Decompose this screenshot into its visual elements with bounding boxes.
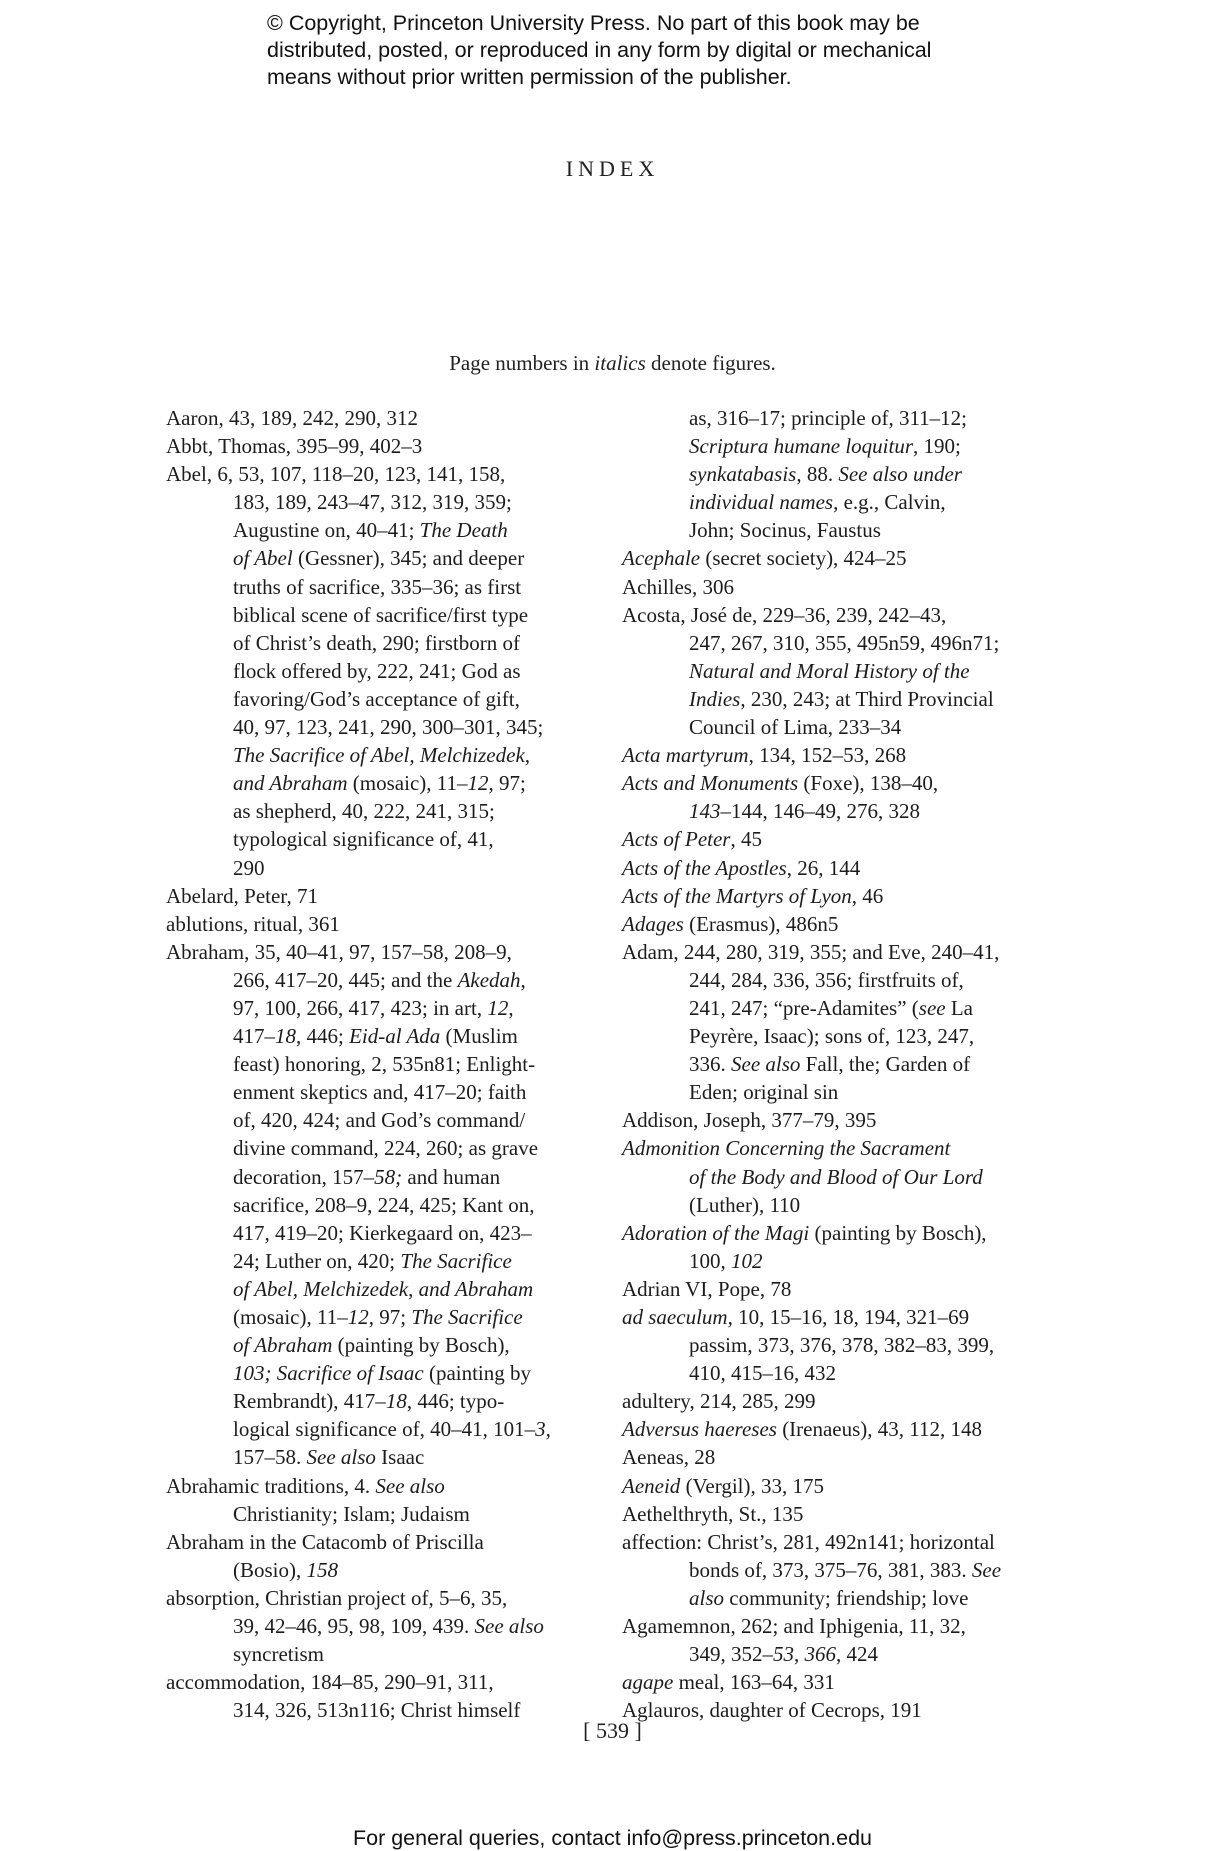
index-entry: Aeneid (Vergil), 33, 175 — [622, 1473, 824, 1498]
index-entry-continuation: enment skeptics and, 417–20; faith — [233, 1080, 527, 1105]
index-entry: Abraham, 35, 40–41, 97, 157–58, 208–9, — [166, 939, 512, 964]
index-entry-continuation: Natural and Moral History of the — [689, 658, 970, 683]
index-entry-continuation: Scriptura humane loquitur, 190; — [689, 434, 961, 459]
index-entry-continuation: Augustine on, 40–41; The Death — [233, 518, 508, 543]
index-entry-continuation: 290 — [233, 855, 265, 880]
index-entry-continuation: as, 316–17; principle of, 311–12; — [689, 406, 968, 430]
index-entry-continuation: John; Socinus, Faustus — [689, 518, 881, 543]
index-entry: Addison, Joseph, 377–79, 395 — [622, 1108, 877, 1133]
index-entry-continuation: 183, 189, 243–47, 312, 319, 359; — [233, 490, 512, 515]
index-entry: Abel, 6, 53, 107, 118–20, 123, 141, 158, — [166, 462, 506, 487]
index-entry-continuation: 157–58. See also Isaac — [233, 1445, 425, 1470]
index-entry: Adam, 244, 280, 319, 355; and Eve, 240–41, — [622, 939, 1000, 964]
index-entry-continuation: 314, 326, 513n116; Christ himself — [233, 1698, 521, 1723]
index-entry: Acta martyrum, 134, 152–53, 268 — [622, 743, 907, 768]
index-entry-continuation: flock offered by, 222, 241; God as — [233, 658, 521, 683]
index-entry-continuation: 103; Sacrifice of Isaac (painting by — [233, 1361, 532, 1386]
index-entry-continuation: and Abraham (mosaic), 11–12, 97; — [233, 771, 526, 796]
index-entry-continuation: (Luther), 110 — [689, 1192, 801, 1217]
index-column-right — [622, 404, 1042, 1724]
index-entry-continuation: Christianity; Islam; Judaism — [233, 1501, 470, 1526]
index-entry-continuation: passim, 373, 376, 378, 382–83, 399, — [689, 1333, 995, 1358]
index-entry-continuation: divine command, 224, 260; as grave — [233, 1136, 539, 1161]
index-entry: Adrian VI, Pope, 78 — [622, 1276, 792, 1301]
index-entry-continuation: of, 420, 424; and God’s command/ — [233, 1108, 526, 1133]
page-number: [ 539 ] — [583, 1718, 642, 1743]
index-entry-continuation: 100, 102 — [689, 1248, 763, 1273]
index-entry: Acephale (secret society), 424–25 — [622, 546, 907, 571]
index-entry-continuation: Rembrandt), 417–18, 446; typo- — [233, 1389, 505, 1414]
index-entry: Acts of the Martyrs of Lyon, 46 — [622, 883, 884, 908]
index-column-left — [166, 404, 596, 1724]
index-entry: Achilles, 306 — [622, 574, 734, 599]
index-entry-continuation: (mosaic), 11–12, 97; The Sacrifice — [233, 1305, 523, 1329]
index-entry: Adages (Erasmus), 486n5 — [622, 911, 839, 936]
index-entry-continuation: 244, 284, 336, 356; firstfruits of, — [689, 967, 964, 992]
index-entry-continuation: 349, 352–53, 366, 424 — [689, 1642, 878, 1667]
index-entry-continuation: bonds of, 373, 375–76, 381, 383. See — [689, 1557, 1002, 1582]
index-entry: Agamemnon, 262; and Iphigenia, 11, 32, — [622, 1614, 966, 1639]
index-entry-continuation: 39, 42–46, 95, 98, 109, 439. See also — [233, 1614, 544, 1639]
index-entry-continuation: synkatabasis, 88. See also under — [689, 462, 962, 487]
index-entry-continuation: 97, 100, 266, 417, 423; in art, 12, — [233, 995, 514, 1020]
index-entry: Adversus haereses (Irenaeus), 43, 112, 148 — [622, 1417, 983, 1442]
index-entry-continuation: The Sacrifice of Abel, Melchizedek, — [233, 743, 531, 768]
index-entry-continuation: syncretism — [233, 1642, 324, 1667]
index-entry: ablutions, ritual, 361 — [166, 911, 340, 936]
index-entry: Adoration of the Magi (painting by Bosch), — [622, 1220, 987, 1245]
index-entry-continuation: of the Body and Blood of Our Lord — [689, 1164, 983, 1189]
index-entry-continuation: truths of sacrifice, 335–36; as first — [233, 574, 522, 599]
index-entry-continuation: 40, 97, 123, 241, 290, 300–301, 345; — [233, 715, 544, 740]
index-entry: Abrahamic traditions, 4. See also — [166, 1473, 445, 1498]
copyright-notice — [267, 10, 1027, 91]
index-entry: Abraham in the Catacomb of Priscilla — [166, 1529, 484, 1554]
copyright-line: means without prior written permission of the publisher. — [267, 65, 792, 89]
index-entry: Admonition Concerning the Sacrament — [622, 1136, 951, 1161]
index-entry: Aethelthryth, St., 135 — [622, 1501, 804, 1526]
index-entry: Abbt, Thomas, 395–99, 402–3 — [166, 434, 423, 459]
index-entry-continuation: as shepherd, 40, 222, 241, 315; — [233, 799, 495, 824]
index-entry-continuation: favoring/God’s acceptance of gift, — [233, 686, 520, 711]
copyright-line: © Copyright, Princeton University Press. No part of this book may be — [267, 11, 920, 35]
index-entry-continuation: (Bosio), 158 — [233, 1557, 338, 1582]
index-entry: Acts of the Apostles, 26, 144 — [622, 855, 861, 880]
index-entry-continuation: biblical scene of sacrifice/first type — [233, 602, 529, 627]
index-entry: Acts of Peter, 45 — [622, 827, 762, 852]
index-entry-continuation: 410, 415–16, 432 — [689, 1361, 836, 1386]
index-entry-continuation: of Abraham (painting by Bosch), — [233, 1333, 510, 1358]
index-entry: Abelard, Peter, 71 — [166, 883, 318, 908]
index-entry: Aaron, 43, 189, 242, 290, 312 — [166, 406, 418, 430]
index-entry: absorption, Christian project of, 5–6, 35, — [166, 1585, 508, 1610]
copyright-line: distributed, posted, or reproduced in any form by digital or mechanical — [267, 38, 932, 62]
index-entry-continuation: 247, 267, 310, 355, 495n59, 496n71; — [689, 630, 1000, 655]
index-entry-continuation: sacrifice, 208–9, 224, 425; Kant on, — [233, 1192, 535, 1217]
index-entry: Acts and Monuments (Foxe), 138–40, — [622, 771, 939, 796]
index-entry-continuation: Council of Lima, 233–34 — [689, 715, 902, 740]
index-entry: affection: Christ’s, 281, 492n141; horizontal — [622, 1529, 995, 1554]
index-entry-continuation: of Abel, Melchizedek, and Abraham — [233, 1276, 534, 1301]
index-entry: adultery, 214, 285, 299 — [622, 1389, 816, 1414]
italics-note: Page numbers in italics denote figures. — [449, 351, 776, 375]
index-entry: accommodation, 184–85, 290–91, 311, — [166, 1670, 494, 1695]
index-entry-continuation: feast) honoring, 2, 535n81; Enlight- — [233, 1052, 536, 1077]
footer-contact: For general queries, contact info@press.princeton.edu — [352, 1826, 872, 1850]
index-entry: Acosta, José de, 229–36, 239, 242–43, — [622, 602, 947, 627]
index-entry-continuation: Indies, 230, 243; at Third Provincial — [689, 686, 994, 711]
index-entry-continuation: of Abel (Gessner), 345; and deeper — [233, 546, 525, 571]
index-entry-continuation: decoration, 157–58; and human — [233, 1164, 501, 1189]
index-entry-continuation: of Christ’s death, 290; firstborn of — [233, 630, 520, 655]
index-entry-continuation: 417–18, 446; Eid-al Ada (Muslim — [233, 1024, 518, 1049]
index-entry-continuation: 143–144, 146–49, 276, 328 — [689, 799, 920, 824]
index-entry: agape meal, 163–64, 331 — [622, 1670, 835, 1695]
index-entry-continuation: 417, 419–20; Kierkegaard on, 423– — [233, 1220, 532, 1245]
page-title: INDEX — [565, 156, 660, 181]
index-entry-continuation: 241, 247; “pre-Adamites” (see La — [689, 995, 973, 1020]
index-entry-continuation: 266, 417–20, 445; and the Akedah, — [233, 967, 526, 992]
index-entry-continuation: logical significance of, 40–41, 101–3, — [233, 1417, 551, 1442]
index-entry-continuation: Eden; original sin — [689, 1080, 839, 1105]
index-entry-continuation: individual names, e.g., Calvin, — [689, 490, 946, 515]
index-entry: ad saeculum, 10, 15–16, 18, 194, 321–69 — [622, 1305, 970, 1329]
index-entry: Aglauros, daughter of Cecrops, 191 — [622, 1698, 922, 1723]
index-entry-continuation: 24; Luther on, 420; The Sacrifice — [233, 1248, 512, 1273]
index-entry: Aeneas, 28 — [622, 1445, 716, 1470]
index-entry-continuation: Peyrère, Isaac); sons of, 123, 247, — [689, 1024, 975, 1049]
index-entry-continuation: also community; friendship; love — [689, 1585, 969, 1610]
index-entry-continuation: typological significance of, 41, — [233, 827, 494, 852]
index-entry-continuation: 336. See also Fall, the; Garden of — [689, 1052, 971, 1077]
